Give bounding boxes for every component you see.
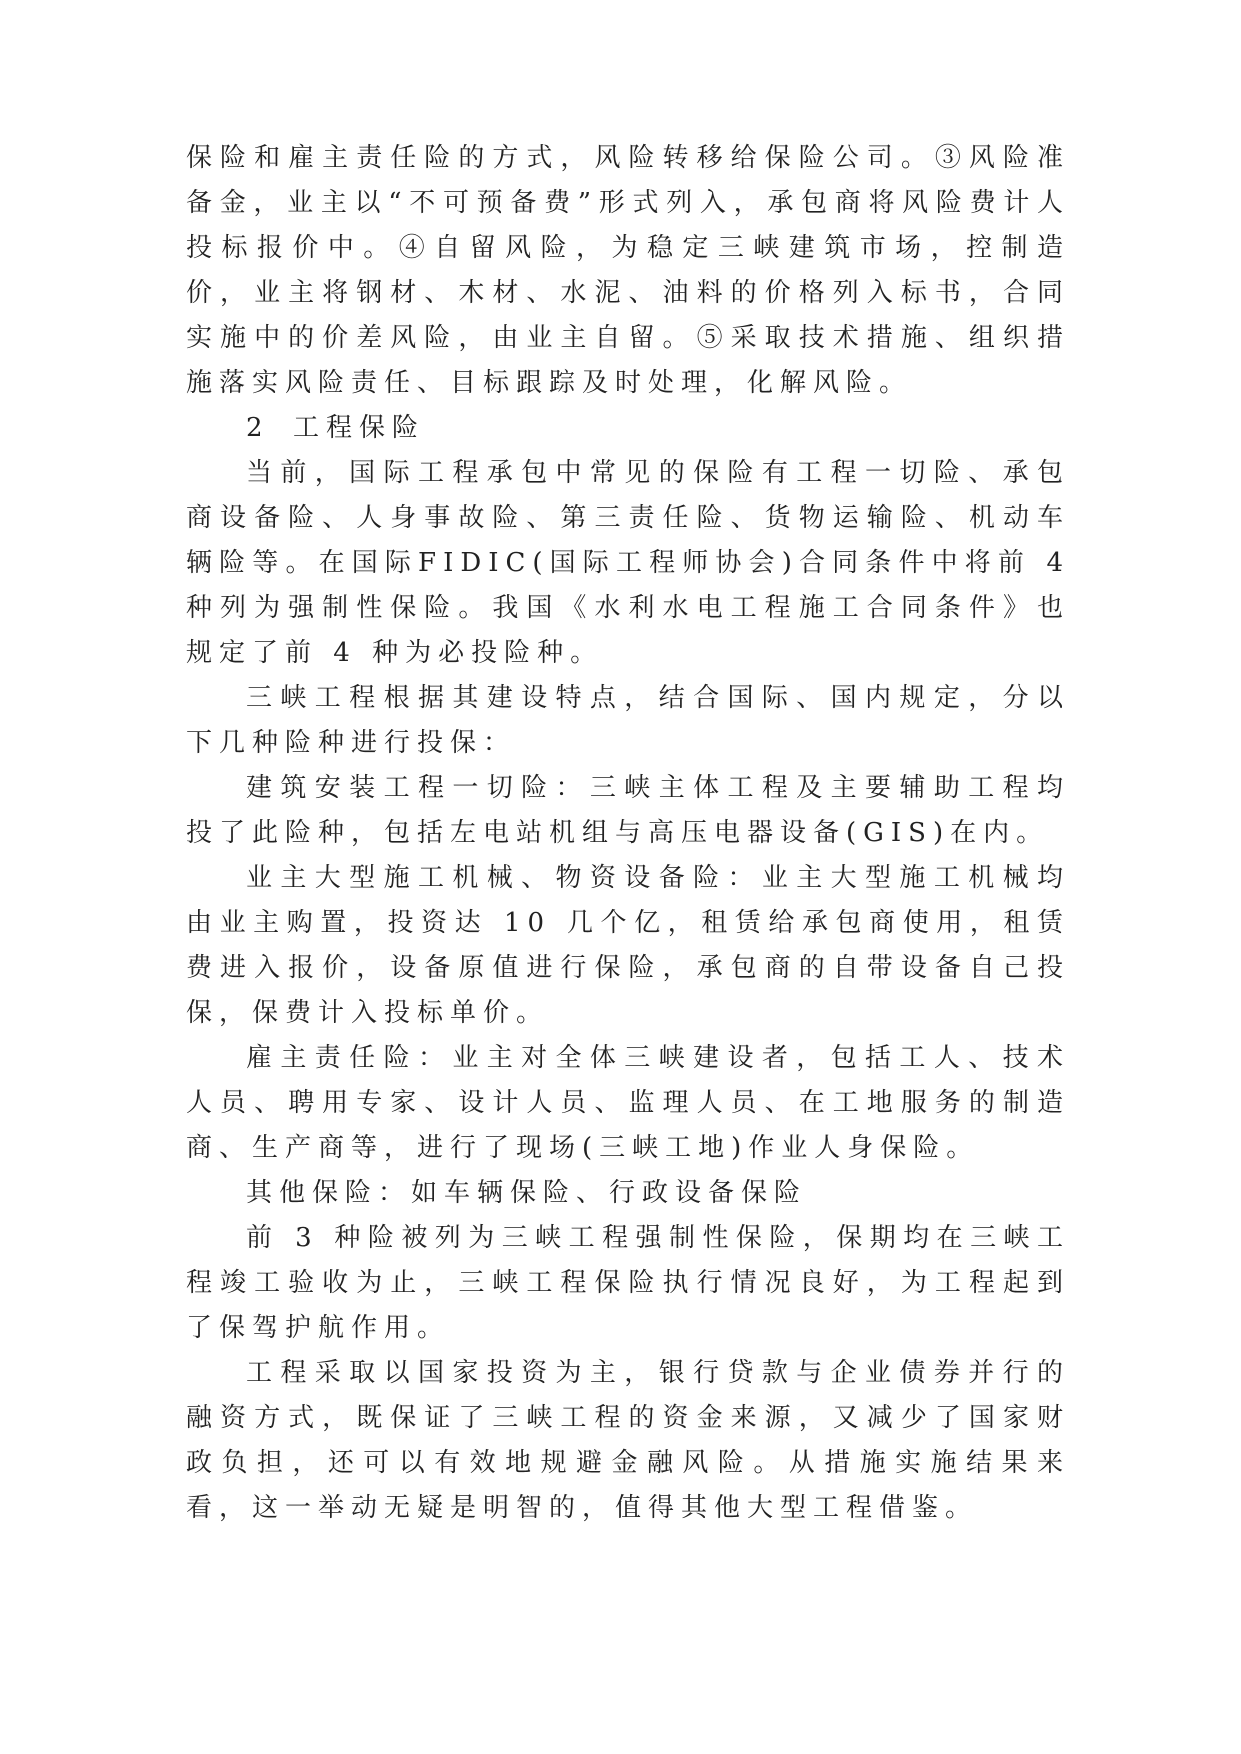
paragraph-construction-all-risk: 建筑安装工程一切险：三峡主体工程及主要辅助工程均投了此险种，包括左电站机组与高压电器设备(GIS)在内。 bbox=[186, 773, 1070, 848]
paragraph-financing-conclusion: 工程采取以国家投资为主，银行贷款与企业债券并行的融资方式，既保证了三峡工程的资金来源，又减少了国家财政负担，还可以有效地规避金融风险。从措施实施结果来看，这一举动无疑是明智的，值得其他大型工程借鉴。 bbox=[186, 1358, 1070, 1523]
section-number: 2 bbox=[246, 413, 270, 443]
paragraph-risk-transfer: 保险和雇主责任险的方式，风险转移给保险公司。③风险准备金，业主以“不可预备费”形式列入，承包商将风险费计人投标报价中。④自留风险，为稳定三峡建筑市场，控制造价，业主将钢材、木材、水泥、油料的价格列入标书，合同实施中的价差风险，由业主自留。⑤采取技术措施、组织措施落实风险责任、目标跟踪及时处理，化解风险。 bbox=[186, 143, 1070, 398]
paragraph-common-insurance: 当前，国际工程承包中常见的保险有工程一切险、承包商设备险、人身事故险、第三责任险、货物运输险、机动车辆险等。在国际FIDIC(国际工程师协会)合同条件中将前 4 种列为强制性保险。我国《水利水电工程施工合同条件》也规定了前 4 种为必投险种。 bbox=[186, 458, 1070, 668]
paragraph-other-insurance: 其他保险：如车辆保险、行政设备保险 bbox=[246, 1178, 808, 1208]
paragraph-employer-liability: 雇主责任险：业主对全体三峡建设者，包括工人、技术人员、聘用专家、设计人员、监理人员、在工地服务的制造商、生产商等，进行了现场(三峡工地)作业人身保险。 bbox=[186, 1043, 1070, 1163]
document-page bbox=[186, 136, 1070, 1531]
paragraph-mandatory-insurance: 前 3 种险被列为三峡工程强制性保险，保期均在三峡工程竣工验收为止，三峡工程保险执行情况良好，为工程起到了保驾护航作用。 bbox=[186, 1223, 1070, 1343]
paragraph-insurance-types-intro: 三峡工程根据其建设特点，结合国际、国内规定，分以下几种险种进行投保： bbox=[186, 683, 1070, 758]
section-heading bbox=[186, 406, 1070, 451]
section-title: 工程保险 bbox=[293, 413, 426, 443]
paragraph-equipment-insurance: 业主大型施工机械、物资设备险：业主大型施工机械均由业主购置，投资达 10 几个亿，租赁给承包商使用，租赁费进入报价，设备原值进行保险，承包商的自带设备自己投保，保费计入投标单价。 bbox=[186, 863, 1070, 1028]
